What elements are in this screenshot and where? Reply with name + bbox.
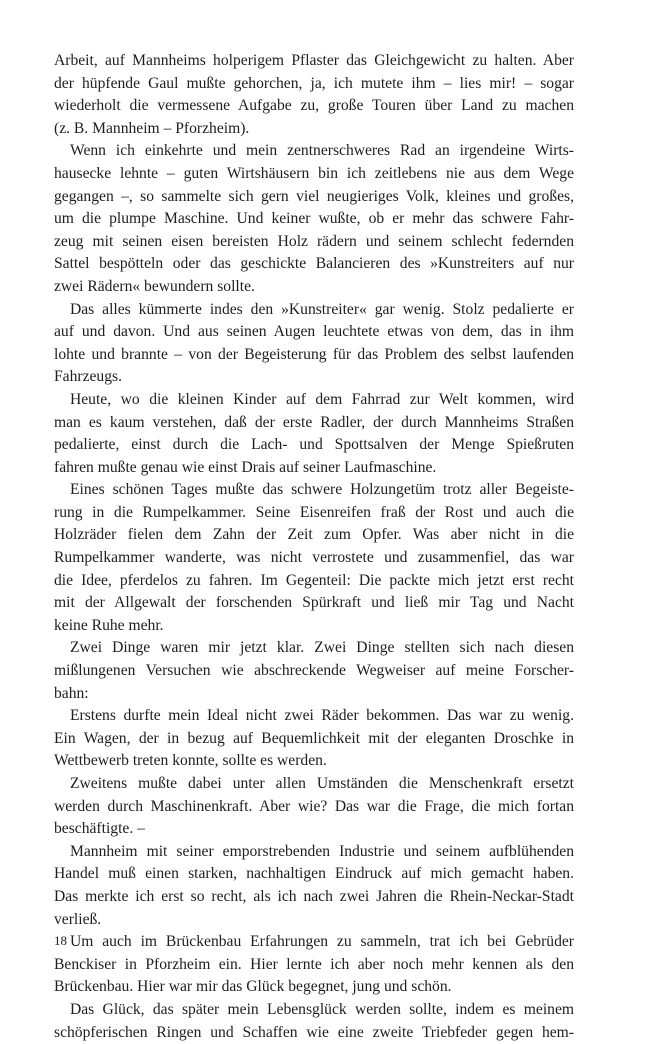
text-line: man es kaum verstehen, daß der erste Radler, der durch Mannheims Straßen bbox=[54, 413, 574, 431]
text-line: Das merkte ich erst so recht, als ich nach zwei Jahren die Rhein-Neckar-Stadt bbox=[54, 887, 574, 905]
text-line: rung in die Rumpelkammer. Seine Eisenreifen fraß der Rost und auch die bbox=[54, 503, 574, 521]
text-line: werden durch Maschinenkraft. Aber wie? Das war die Frage, die mich fortan bbox=[54, 797, 574, 815]
text-line: lohte und brannte – von der Begeisterung für das Problem des selbst laufenden bbox=[54, 345, 574, 363]
text-line: mißlungenen Versuchen wie abschreckende Wegweiser auf meine Forscher- bbox=[54, 662, 574, 680]
text-line: Zweitens mußte dabei unter allen Umständen die Menschenkraft ersetzt bbox=[70, 775, 574, 792]
text-line: Ein Wagen, der in bezug auf Bequemlichkeit mit der eleganten Droschke in bbox=[54, 729, 574, 747]
text-line: verließ. bbox=[54, 910, 102, 928]
text-line: Das alles kümmerte indes den »Kunstreiter« gar wenig. Stolz pedalierte er bbox=[70, 300, 574, 318]
text-line: bahn: bbox=[54, 684, 89, 702]
text-line: hausecke lehnte – guten Wirtshäusern bin ich zeitlebens nie aus dem Wege bbox=[54, 164, 574, 182]
text-line: die Idee, pferdelos zu fahren. Im Gegenteil: Die packte mich jetzt erst recht bbox=[54, 571, 574, 589]
text-line: Eines schönen Tages mußte das schwere Holzungetüm trotz aller Begeiste- bbox=[70, 481, 574, 499]
text-line: Benckiser in Pforzheim ein. Hier lernte ich aber noch mehr kennen als den bbox=[54, 955, 574, 973]
text-line: schöpferischen Ringen und Schaffen wie eine zweite Triebfeder gegen hem- bbox=[54, 1023, 574, 1041]
text-line: Arbeit, auf Mannheims holperigem Pflaster das Gleichgewicht zu halten. Aber bbox=[54, 52, 574, 69]
text-line: (z. B. Mannheim – Pforzheim). bbox=[54, 119, 250, 137]
text-line: Erstens durfte mein Ideal nicht zwei Räder bekommen. Das war zu wenig. bbox=[70, 707, 574, 725]
text-line: Rumpelkammer wanderte, was nicht verrostete und zusammenfiel, das war bbox=[54, 549, 574, 567]
text-line: Wettbewerb treten konnte, sollte es werden. bbox=[54, 752, 327, 770]
text-line: der hüpfende Gaul mußte gehorchen, ja, ich mutete ihm – lies mir! – sogar bbox=[54, 74, 574, 92]
text-line: um die plumpe Maschine. Und keiner wußte, ob er mehr das schwere Fahr- bbox=[54, 210, 574, 228]
text-line: gegangen –, so sammelte sich gern viel neugieriges Volk, kleines und großes, bbox=[54, 187, 574, 205]
text-line: Heute, wo die kleinen Kinder auf dem Fahrrad zur Welt kommen, wird bbox=[70, 390, 574, 408]
text-line: Handel muß einen starken, nachhaltigen Eindruck auf mich gemacht haben. bbox=[54, 865, 574, 883]
text-line: fahren mußte genau wie einst Drais auf seiner Laufmaschine. bbox=[54, 458, 437, 476]
text-line: zwei Rädern« bewundern sollte. bbox=[54, 277, 255, 295]
text-line: Sattel bespötteln oder das geschickte Balancieren des »Kunstreiters auf nur bbox=[54, 255, 574, 273]
page-number: 18 bbox=[54, 933, 67, 948]
text-line: pedalierte, einst durch die Lach- und Spottsalven der Menge Spießruten bbox=[54, 436, 574, 454]
text-line: zeug mit seinen eisen bereisten Holz rädern und seinem schlecht federnden bbox=[54, 232, 574, 250]
text-line: Fahrzeugs. bbox=[54, 368, 122, 386]
text-line: wiederholt die vermessene Aufgabe zu, große Touren über Land zu machen bbox=[54, 97, 574, 115]
text-line: Brückenbau. Hier war mir das Glück begegnet, jung und schön. bbox=[54, 978, 452, 996]
text-line: Wenn ich einkehrte und mein zentnerschweres Rad an irgendeine Wirts- bbox=[70, 142, 574, 160]
text-line: mit der Allgewalt der forschenden Spürkraft und ließ mir Tag und Nacht bbox=[54, 594, 574, 612]
text-line: beschäftigte. – bbox=[54, 820, 145, 838]
text-line: Um auch im Brückenbau Erfahrungen zu sammeln, trat ich bei Gebrüder bbox=[70, 933, 574, 951]
text-line: Zwei Dinge waren mir jetzt klar. Zwei Dinge stellten sich nach diesen bbox=[70, 639, 574, 657]
text-line: auf und davon. Und aus seinen Augen leuchtete etwas von dem, das in ihm bbox=[54, 323, 574, 341]
body-text bbox=[54, 50, 574, 1044]
text-line: keine Ruhe mehr. bbox=[54, 616, 164, 634]
text-line: Mannheim mit seiner emporstrebenden Industrie und seinem aufblühenden bbox=[70, 842, 574, 860]
text-line: Holzräder fielen dem Zahn der Zeit zum Opfer. Was aber nicht in die bbox=[54, 526, 574, 544]
text-line: Das Glück, das später mein Lebensglück werden sollte, indem es meinem bbox=[70, 1000, 574, 1018]
